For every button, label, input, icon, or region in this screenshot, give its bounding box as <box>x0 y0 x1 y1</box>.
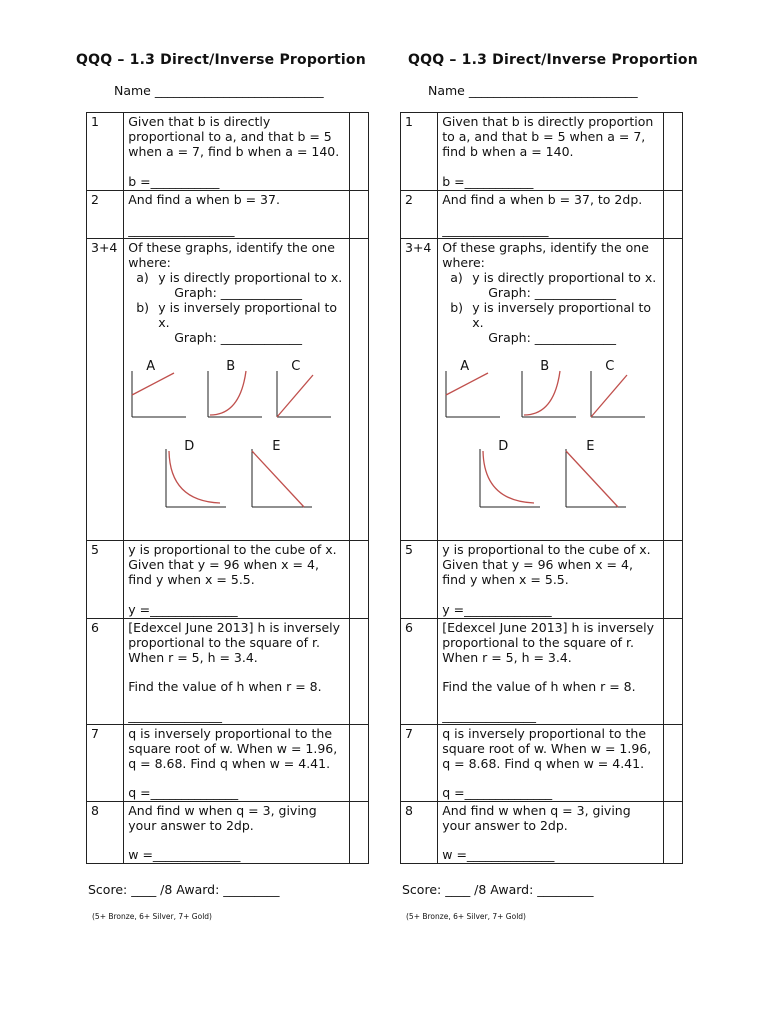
question-table <box>86 112 369 864</box>
question-instruction: Find the value of h when r = 8. <box>128 679 322 694</box>
question-row <box>401 802 683 864</box>
mark-box <box>663 191 682 239</box>
question-text: Given that b is directly proportional to a, and that b = 5 when a = 7, find b when a = 140. <box>128 114 340 159</box>
mark-box <box>663 239 682 541</box>
question-table <box>400 112 683 864</box>
graph-label: A <box>460 359 470 374</box>
graph-answer-line: Graph: _____________ <box>174 330 303 345</box>
part-label: a) <box>136 270 149 285</box>
question-body <box>438 239 664 541</box>
question-row <box>87 725 369 802</box>
question-text: Given that b is directly proportion to a, and that b = 5 when a = 7, find b when a = 140. <box>442 114 654 159</box>
graph-label: C <box>605 359 615 374</box>
question-number: 1 <box>401 113 438 191</box>
sheet-title: QQQ – 1.3 Direct/Inverse Proportion <box>76 52 366 68</box>
part-label: a) <box>450 270 463 285</box>
question-text: [Edexcel June 2013] h is inversely proportional to the square of r. When r = 5, h = 3.4. <box>128 620 341 665</box>
question-row <box>87 113 369 191</box>
answer-line: b =___________ <box>128 174 220 189</box>
graph-c <box>273 359 335 425</box>
name-field: Name ___________________________ <box>428 83 638 98</box>
mark-box <box>349 113 368 191</box>
part-label: b) <box>136 300 150 315</box>
question-number: 8 <box>87 802 124 864</box>
graph-label: D <box>498 439 509 454</box>
question-text: And find a when b = 37. <box>128 192 280 207</box>
part-text: y is inversely proportional to x. <box>158 300 338 330</box>
mark-box <box>663 541 682 619</box>
mark-box <box>663 725 682 802</box>
question-text: q is inversely proportional to the square root of w. When w = 1.96, q = 8.68. Find q when w = 4.41. <box>128 726 338 771</box>
question-text: And find a when b = 37, to 2dp. <box>442 192 643 207</box>
question-body <box>438 541 664 619</box>
graph-answer-line: Graph: _____________ <box>488 330 617 345</box>
question-row <box>401 239 683 541</box>
question-text: q is inversely proportional to the square root of w. When w = 1.96, q = 8.68. Find q when w = 4.41. <box>442 726 652 771</box>
graph-e <box>562 439 630 515</box>
graph-label: E <box>586 439 595 454</box>
question-number: 6 <box>401 619 438 725</box>
question-number: 2 <box>401 191 438 239</box>
question-body <box>438 802 664 864</box>
question-number: 3+4 <box>401 239 438 541</box>
graphs-panel <box>128 345 345 520</box>
question-text: Of these graphs, identify the one where: <box>442 240 649 270</box>
graph-d <box>476 439 544 515</box>
question-body <box>438 113 664 191</box>
question-body <box>124 725 350 802</box>
question-row <box>87 191 369 239</box>
graph-label: C <box>291 359 301 374</box>
question-number: 6 <box>87 619 124 725</box>
question-body <box>124 619 350 725</box>
mark-box <box>349 541 368 619</box>
question-number: 1 <box>87 113 124 191</box>
question-body <box>124 239 350 541</box>
answer-line: y =______________ <box>442 602 552 617</box>
question-row <box>87 802 369 864</box>
awards-note: (5+ Bronze, 6+ Silver, 7+ Gold) <box>92 912 212 921</box>
graph-label: A <box>146 359 156 374</box>
question-text: [Edexcel June 2013] h is inversely proportional to the square of r. When r = 5, h = 3.4. <box>442 620 655 665</box>
question-number: 5 <box>401 541 438 619</box>
question-body <box>124 541 350 619</box>
score-line: Score: ____ /8 Award: _________ <box>402 882 594 897</box>
answer-line: y =______________ <box>128 602 238 617</box>
graph-label: B <box>540 359 550 374</box>
question-number: 7 <box>87 725 124 802</box>
question-body <box>124 802 350 864</box>
part-text: y is inversely proportional to x. <box>472 300 652 330</box>
graphs-panel <box>442 345 659 520</box>
question-row <box>401 541 683 619</box>
question-number: 7 <box>401 725 438 802</box>
answer-line: _______________ <box>442 708 536 723</box>
graph-b <box>518 359 580 425</box>
question-number: 3+4 <box>87 239 124 541</box>
mark-box <box>663 113 682 191</box>
part-label: b) <box>450 300 464 315</box>
answer-line: w =______________ <box>128 847 241 862</box>
name-field: Name ___________________________ <box>114 83 324 98</box>
sheet-title: QQQ – 1.3 Direct/Inverse Proportion <box>408 52 698 68</box>
graph-b <box>204 359 266 425</box>
answer-line: _________________ <box>128 222 235 237</box>
mark-box <box>349 239 368 541</box>
question-text: Of these graphs, identify the one where: <box>128 240 335 270</box>
mark-box <box>349 191 368 239</box>
question-number: 5 <box>87 541 124 619</box>
question-instruction: Find the value of h when r = 8. <box>442 679 636 694</box>
question-row <box>401 619 683 725</box>
question-body <box>438 619 664 725</box>
question-row <box>87 619 369 725</box>
answer-line: q =______________ <box>128 785 239 800</box>
mark-box <box>349 619 368 725</box>
mark-box <box>349 725 368 802</box>
question-body <box>124 191 350 239</box>
graph-e <box>248 439 316 515</box>
answer-line: w =______________ <box>442 847 555 862</box>
question-row <box>401 191 683 239</box>
question-text: And find w when q = 3, giving your answer to 2dp. <box>442 803 631 833</box>
mark-box <box>663 619 682 725</box>
graph-label: B <box>226 359 236 374</box>
graph-a <box>442 359 504 425</box>
graph-c <box>587 359 649 425</box>
part-text: y is directly proportional to x. <box>472 270 657 285</box>
mark-box <box>663 802 682 864</box>
answer-line: b =___________ <box>442 174 534 189</box>
graph-answer-line: Graph: _____________ <box>488 285 617 300</box>
answer-line: q =______________ <box>442 785 553 800</box>
question-body <box>124 113 350 191</box>
part-text: y is directly proportional to x. <box>158 270 343 285</box>
answer-line: _________________ <box>442 222 549 237</box>
graph-d <box>162 439 230 515</box>
question-row <box>401 113 683 191</box>
question-body <box>438 191 664 239</box>
question-row <box>87 541 369 619</box>
graph-a <box>128 359 190 425</box>
question-text: And find w when q = 3, giving your answer to 2dp. <box>128 803 317 833</box>
mark-box <box>349 802 368 864</box>
score-line: Score: ____ /8 Award: _________ <box>88 882 280 897</box>
question-number: 8 <box>401 802 438 864</box>
question-body <box>438 725 664 802</box>
answer-line: _______________ <box>128 708 222 723</box>
question-text: y is proportional to the cube of x. Given that y = 96 when x = 4, find y when x = 5.5. <box>442 542 651 587</box>
graph-label: E <box>272 439 281 454</box>
graph-label: D <box>184 439 195 454</box>
question-row <box>87 239 369 541</box>
awards-note: (5+ Bronze, 6+ Silver, 7+ Gold) <box>406 912 526 921</box>
question-text: y is proportional to the cube of x. Given that y = 96 when x = 4, find y when x = 5.5. <box>128 542 337 587</box>
question-number: 2 <box>87 191 124 239</box>
graph-answer-line: Graph: _____________ <box>174 285 303 300</box>
question-row <box>401 725 683 802</box>
